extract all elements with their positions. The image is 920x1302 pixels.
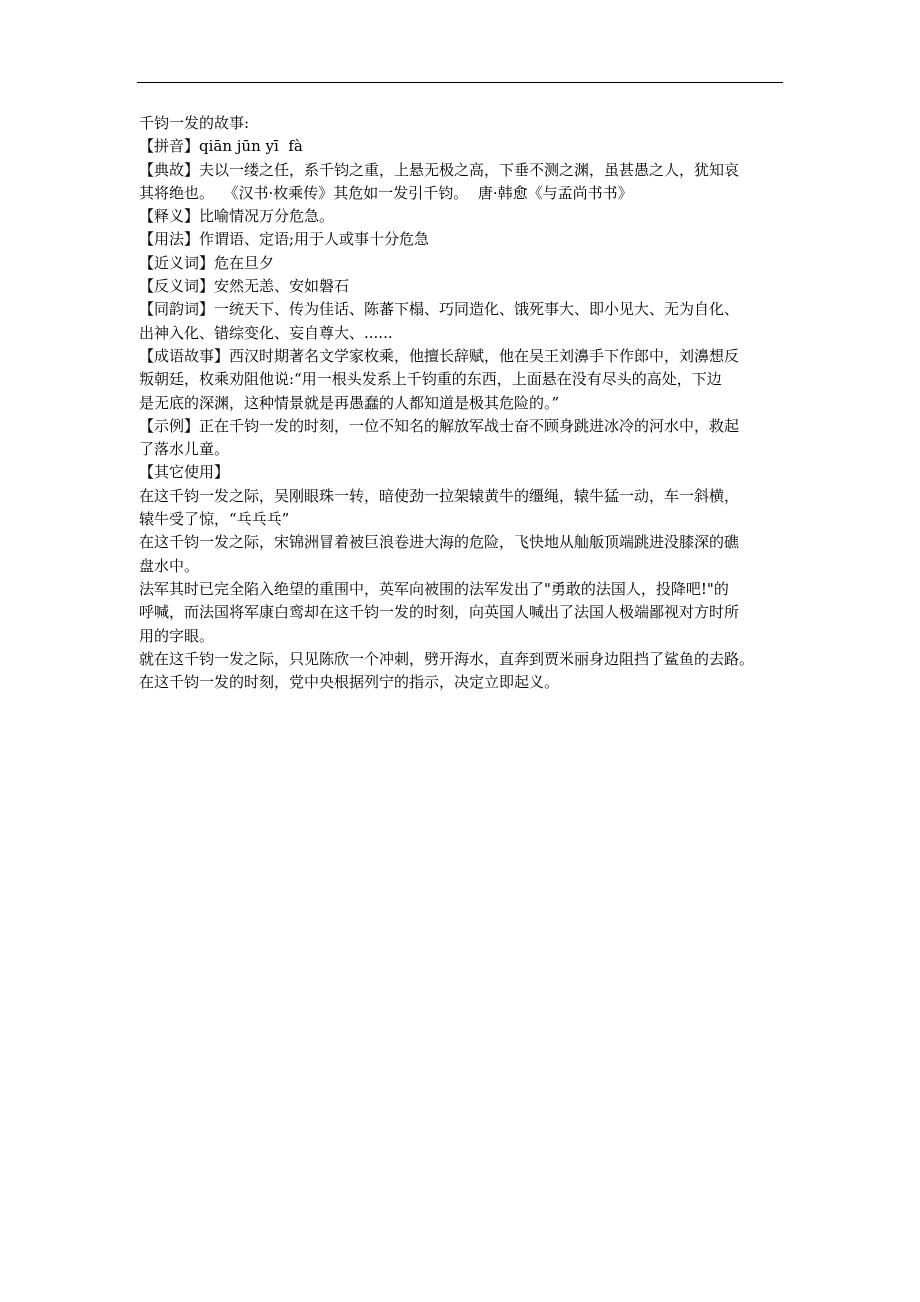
- document-title: 千钧一发的故事:: [139, 114, 250, 132]
- header-rule: [137, 82, 783, 83]
- story-line-1: 【成语故事】西汉时期著名文学家枚乘，他擅长辞赋，他在吴王刘濞手下作郎中，刘濞想反: [139, 346, 740, 365]
- usage-example-1-line-2: 辕牛受了惊，“乓乓乓”: [139, 510, 290, 529]
- synonym-line: 【近义词】危在旦夕: [139, 253, 275, 272]
- pinyin-line: 【拼音】qiān jūn yī fà: [139, 137, 303, 156]
- usage-example-2-line-2: 盘水中。: [139, 556, 200, 575]
- story-line-2: 叛朝廷，枚乘劝阻他说:“用一根头发系上千钧重的东西，上面悬在没有尽头的高处，下边: [139, 370, 722, 389]
- usage-example-3-line-2: 呼喊，而法国将军康白鸾却在这千钧一发的时刻，向英国人喊出了法国人极端鄙视对方时所: [139, 603, 740, 622]
- meaning-line: 【释义】比喻情况万分危急。: [139, 207, 335, 226]
- origin-line-2: 其将绝也。 《汉书·枚乘传》其危如一发引千钧。 唐·韩愈《与孟尚书书》: [139, 183, 633, 202]
- example-line-2: 了落水儿童。: [139, 440, 230, 459]
- usage-line: 【用法】作谓语、定语;用于人或事十分危急: [139, 230, 430, 249]
- usage-example-5-line-1: 在这千钧一发的时刻，党中央根据列宁的指示，决定立即起义。: [139, 673, 560, 692]
- document-body: [139, 112, 791, 694]
- other-usage-heading: 【其它使用】: [139, 463, 230, 482]
- example-line-1: 【示例】正在千钧一发的时刻，一位不知名的解放军战士奋不顾身跳进冰冷的河水中，救起: [139, 416, 740, 435]
- rhyme-line-1: 【同韵词】一统天下、传为佳话、陈蕃下榻、巧同造化、饿死事大、即小见大、无为自化、: [139, 300, 740, 319]
- usage-example-1-line-1: 在这千钧一发之际，吴刚眼珠一转，暗使劲一拉架辕黄牛的缰绳，辕牛猛一动，车一斜横，: [139, 486, 740, 505]
- story-line-3: 是无底的深渊，这种情景就是再愚蠢的人都知道是极其危险的。”: [139, 393, 560, 412]
- antonym-line: 【反义词】安然无恙、安如磐石: [139, 277, 350, 296]
- usage-example-4-line-1: 就在这千钧一发之际，只见陈欣一个冲刺，劈开海水，直奔到贾米丽身边阻挡了鲨鱼的去路。: [139, 649, 755, 668]
- rhyme-line-2: 出神入化、错综变化、妄自尊大、......: [139, 323, 393, 342]
- usage-example-3-line-1: 法军其时已完全陷入绝望的重围中，英军向被围的法军发出了"勇敢的法国人，投降吧!"的: [139, 579, 729, 598]
- usage-example-2-line-1: 在这千钧一发之际，宋锦洲冒着被巨浪卷进大海的危险，飞快地从舢舨顶端跳进没膝深的礁: [139, 533, 740, 552]
- origin-line-1: 【典故】夫以一缕之任，系千钧之重，上悬无极之高，下垂不测之渊，虽甚愚之人，犹知哀: [139, 160, 740, 179]
- usage-example-3-line-3: 用的字眼。: [139, 626, 215, 645]
